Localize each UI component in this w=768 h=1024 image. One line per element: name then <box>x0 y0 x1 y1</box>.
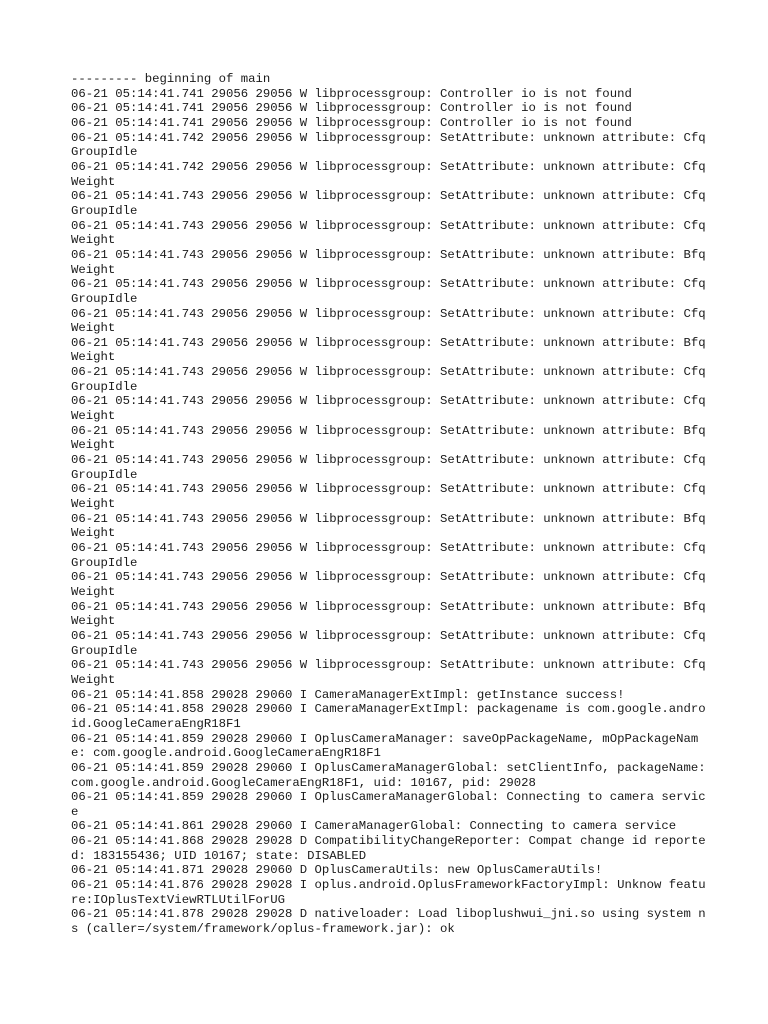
log-line: 06-21 05:14:41.859 29028 29060 I OplusCameraManager: saveOpPackageName, mOpPackageName: com.google.android.GoogleCameraEngR18F1 <box>71 731 699 761</box>
log-line: 06-21 05:14:41.743 29056 29056 W libprocessgroup: SetAttribute: unknown attribute: CfqGroupIdle <box>71 453 706 482</box>
log-line: 06-21 05:14:41.743 29056 29056 W libprocessgroup: SetAttribute: unknown attribute: BfqWeight <box>71 423 706 453</box>
log-line: 06-21 05:14:41.743 29056 29056 W libprocessgroup: SetAttribute: unknown attribute: CfqWeight <box>71 570 706 599</box>
log-line: 06-21 05:14:41.743 29056 29056 W libprocessgroup: SetAttribute: unknown attribute: CfqWeight <box>71 218 706 248</box>
log-line: 06-21 05:14:41.743 29056 29056 W libprocessgroup: SetAttribute: unknown attribute: CfqGroupIdle <box>71 365 706 394</box>
log-line: 06-21 05:14:41.859 29028 29060 I OplusCameraManagerGlobal: setClientInfo, packageName: com.google.android.GoogleCameraEngR18F1, uid: 10167, pid: 29028 <box>71 760 714 790</box>
log-line: 06-21 05:14:41.741 29056 29056 W libprocessgroup: Controller io is not found <box>71 86 632 101</box>
log-line: 06-21 05:14:41.741 29056 29056 W libprocessgroup: Controller io is not found <box>71 115 632 130</box>
log-line: 06-21 05:14:41.743 29056 29056 W libprocessgroup: SetAttribute: unknown attribute: CfqWeight <box>71 306 706 336</box>
log-line: 06-21 05:14:41.859 29028 29060 I OplusCameraManagerGlobal: Connecting to camera service <box>71 790 706 819</box>
log-line: 06-21 05:14:41.868 29028 29028 D CompatibilityChangeReporter: Compat change id reported: 183155436; UID 10167; state: DISABLED <box>71 834 706 863</box>
log-line: 06-21 05:14:41.742 29056 29056 W libprocessgroup: SetAttribute: unknown attribute: CfqWeight <box>71 159 706 189</box>
log-line: 06-21 05:14:41.743 29056 29056 W libprocessgroup: SetAttribute: unknown attribute: CfqWeight <box>71 394 706 424</box>
log-line: 06-21 05:14:41.743 29056 29056 W libprocessgroup: SetAttribute: unknown attribute: BfqWeight <box>71 247 706 277</box>
log-line: 06-21 05:14:41.743 29056 29056 W libprocessgroup: SetAttribute: unknown attribute: CfqWeight <box>71 658 706 687</box>
log-line: 06-21 05:14:41.743 29056 29056 W libprocessgroup: SetAttribute: unknown attribute: CfqGroupIdle <box>71 189 706 218</box>
log-line: 06-21 05:14:41.743 29056 29056 W libprocessgroup: SetAttribute: unknown attribute: BfqWeight <box>71 599 706 629</box>
log-line: 06-21 05:14:41.743 29056 29056 W libprocessgroup: SetAttribute: unknown attribute: CfqWeight <box>71 482 706 512</box>
log-line: 06-21 05:14:41.742 29056 29056 W libprocessgroup: SetAttribute: unknown attribute: CfqGroupIdle <box>71 130 706 160</box>
log-line: 06-21 05:14:41.743 29056 29056 W libprocessgroup: SetAttribute: unknown attribute: BfqWeight <box>71 511 706 541</box>
log-output <box>71 72 714 937</box>
log-line: 06-21 05:14:41.871 29028 29060 D OplusCameraUtils: new OplusCameraUtils! <box>71 863 603 878</box>
log-line: 06-21 05:14:41.876 29028 29028 I oplus.android.OplusFrameworkFactoryImpl: Unknow feature:IOplusTextViewRTLUtilForUG <box>71 878 706 907</box>
log-line: 06-21 05:14:41.743 29056 29056 W libprocessgroup: SetAttribute: unknown attribute: BfqWeight <box>71 335 706 365</box>
log-line: 06-21 05:14:41.743 29056 29056 W libprocessgroup: SetAttribute: unknown attribute: CfqGroupIdle <box>71 541 706 570</box>
log-line: 06-21 05:14:41.861 29028 29060 I CameraManagerGlobal: Connecting to camera service <box>71 819 677 834</box>
log-line: 06-21 05:14:41.743 29056 29056 W libprocessgroup: SetAttribute: unknown attribute: CfqGroupIdle <box>71 277 706 306</box>
log-line: 06-21 05:14:41.858 29028 29060 I CameraManagerExtImpl: getInstance success! <box>71 687 625 702</box>
log-line: 06-21 05:14:41.878 29028 29028 D nativeloader: Load liboplushwui_jni.so using system ns (caller=/system/framework/oplus-framework.jar): ok <box>71 907 706 937</box>
log-line: --------- beginning of main <box>71 72 271 86</box>
log-line: 06-21 05:14:41.743 29056 29056 W libprocessgroup: SetAttribute: unknown attribute: CfqGroupIdle <box>71 628 706 658</box>
log-line: 06-21 05:14:41.741 29056 29056 W libprocessgroup: Controller io is not found <box>71 101 632 116</box>
log-line: 06-21 05:14:41.858 29028 29060 I CameraManagerExtImpl: packagename is com.google.android.GoogleCameraEngR18F1 <box>71 702 706 731</box>
